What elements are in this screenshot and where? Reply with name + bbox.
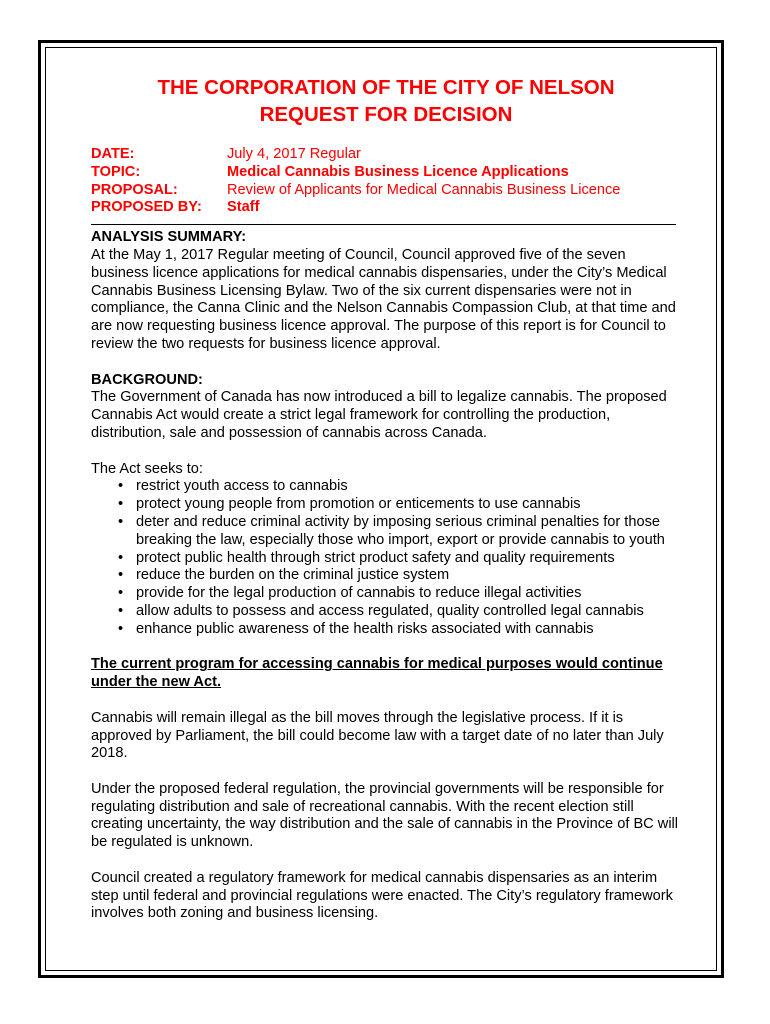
meta-row-proposal (91, 182, 681, 200)
framework-paragraph: Council created a regulatory framework for medical cannabis dispensaries as an interim step until federal and provincial regulations were enacted. The City’s regulatory framework involves both zoning and business licensing. (91, 869, 673, 922)
meta-label: PROPOSAL: (91, 181, 178, 198)
list-item: • protect public health through strict product safety and quality requirements (136, 550, 681, 568)
meta-label: TOPIC: (91, 163, 141, 180)
meta-row-topic (91, 164, 681, 182)
list-item: • restrict youth access to cannabis (136, 478, 681, 496)
background-body: The Government of Canada has now introduced a bill to legalize cannabis. The proposed Cannabis Act would create a strict legal framework for controlling the production, distribution, sale and possession of cannabis across Canada. (91, 389, 667, 441)
list-item: • protect young people from promotion or enticements to use cannabis (136, 496, 681, 514)
document-body (91, 74, 681, 923)
meta-label: DATE: (91, 146, 135, 162)
meta-row-date (91, 146, 681, 164)
meta-row-proposed-by (91, 199, 681, 217)
title-line-1: THE CORPORATION OF THE CITY OF NELSON (157, 76, 615, 99)
list-item: • deter and reduce criminal activity by imposing serious criminal penalties for those breaking the law, especially those who import, export or provide cannabis to youth (136, 514, 681, 550)
divider (91, 224, 676, 225)
analysis-heading: ANALYSIS SUMMARY: (91, 229, 247, 246)
meta-proposed-by-value: Staff (227, 199, 260, 216)
act-list (91, 478, 681, 638)
act-intro: The Act seeks to: (91, 460, 203, 477)
analysis-section (91, 229, 681, 354)
background-section (91, 372, 681, 443)
meta-proposal-value: Review of Applicants for Medical Cannabis Business Licence (227, 181, 621, 198)
list-item: • allow adults to possess and access regulated, quality controlled legal cannabis (136, 603, 681, 621)
list-item: • reduce the burden on the criminal justice system (136, 567, 681, 585)
list-item: • provide for the legal production of cannabis to reduce illegal activities (136, 585, 681, 603)
illegal-paragraph: Cannabis will remain illegal as the bill moves through the legislative process. If it is approved by Parliament, the bill could become law with a target date of no later than July 2018. (91, 709, 664, 762)
current-program-statement: The current program for accessing cannabis for medical purposes would continue under the new Act. (91, 656, 663, 691)
document-title (91, 74, 681, 128)
analysis-body: At the May 1, 2017 Regular meeting of Council, Council approved five of the seven business licence applications for medical cannabis dispensaries, under the City’s Medical Cannabis Business Licensing Bylaw. Two of the six current dispensaries were not in compliance, the Canna Clinic and the Nelson Cannabis Compassion Club, at that time and are now requesting business licence approval. The purpose of this report is for Council to review the two requests for business licence approval. (91, 246, 676, 352)
list-item: • enhance public awareness of the health risks associated with cannabis (136, 621, 681, 639)
meta-block (91, 146, 681, 217)
meta-date-value: July 4, 2017 Regular (227, 146, 361, 162)
title-line-2: REQUEST FOR DECISION (259, 103, 513, 126)
federal-paragraph: Under the proposed federal regulation, the provincial governments will be responsible for regulating distribution and sale of recreational cannabis. With the recent election still creating uncertainty, the way distribution and the sale of cannabis in the Province of BC will be regulated is unknown. (91, 780, 679, 851)
background-heading: BACKGROUND: (91, 371, 203, 388)
act-section (91, 461, 681, 639)
meta-label: PROPOSED BY: (91, 199, 202, 216)
meta-topic-value: Medical Cannabis Business Licence Applications (227, 163, 569, 180)
